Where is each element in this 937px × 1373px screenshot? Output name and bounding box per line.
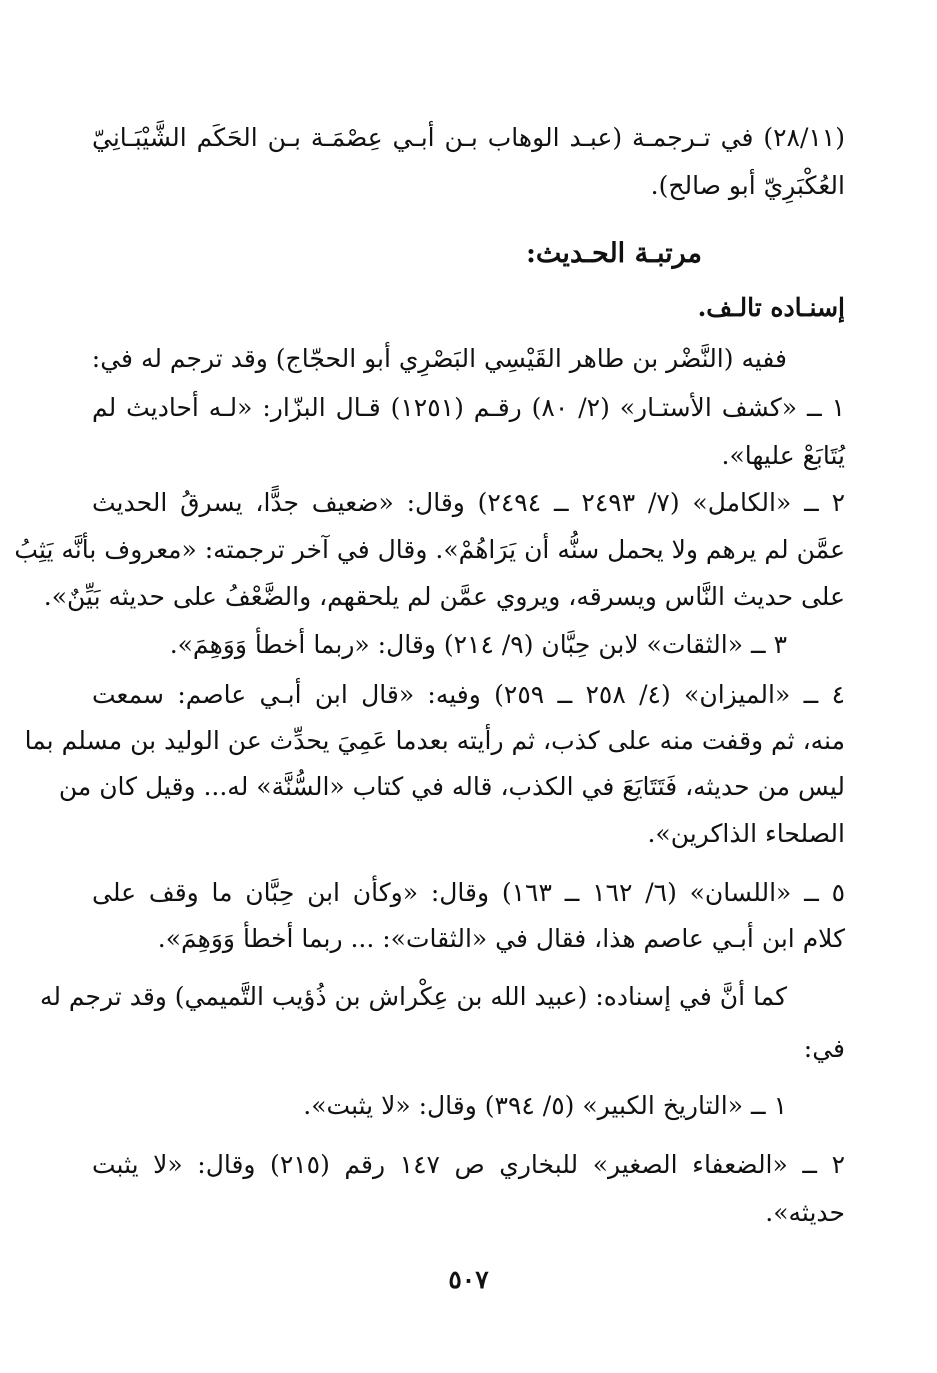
text-line: منه، ثم وقفت منه على كذب، ثم رأيته بعدما عَمِيَ يحدِّث عن الوليد بن مسلم بما <box>24 726 845 755</box>
text-line: العُكْبَرِيّ أبو صالح). <box>650 171 845 200</box>
text-line: ففيه (النَّضْر بن طاهر القَيْسِي البَصْرِي أبو الحجّاج) وقد ترجم له في: <box>91 344 787 373</box>
text-line: ٣ ــ «الثقات» لابن حِبَّان (٩/ ٢١٤) وقال: «ربما أخطأ وَوَهِمَ». <box>169 630 787 659</box>
text-line: ٥ ــ «اللسان» (٦/ ١٦٢ ــ ١٦٣) وقال: «وكأن ابن حِبَّان ما وقف على <box>92 878 846 907</box>
text-line: حديثه». <box>765 1198 845 1227</box>
text-line: ٢ ــ «الكامل» (٧/ ٢٤٩٣ ــ ٢٤٩٤) وقال: «ضعيف جدًّا، يسرقُ الحديث <box>92 488 846 517</box>
text-line: كما أنَّ في إسناده: (عبيد الله بن عِكْراش بن ذُؤيب التَّميمي) وقد ترجم له <box>39 982 787 1011</box>
text-line: ٢ ــ «الضعفاء الصغير» للبخاري ص ١٤٧ رقم (٢١٥) وقال: «لا يثبت <box>92 1150 846 1179</box>
section-heading: مرتبـة الحـديث: <box>525 238 702 269</box>
text-line: عمَّن لم يرهم ولا يحمل سنُّه أن يَرَاهُمْ». وقال في آخر ترجمته: «معروف بأنَّه يَثِبُ <box>14 535 845 564</box>
text-line: ٤ ــ «الميزان» (٤/ ٢٥٨ ــ ٢٥٩) وفيه: «قال ابن أبـي عاصم: سمعت <box>92 680 846 709</box>
page-number: ٥٠٧ <box>448 1265 489 1294</box>
text-line: الصلحاء الذاكرين». <box>647 819 845 848</box>
text-line: (٢٨/١١) في تـرجمـة (عبـد الوهاب بـن أبـي عِصْمَـة بـن الحَكَم الشَّيْبَـانِيّ <box>92 123 845 152</box>
text-line: يُتَابَعْ عليها». <box>721 441 845 470</box>
text-line: ليس من حديثه، فَتَتَايَعَ في الكذب، قاله في كتاب «السُّنَّة» له... وقيل كان من <box>58 772 845 801</box>
text-line: في: <box>803 1034 845 1063</box>
text-line: ١ ــ «كشف الأستـار» (٢/ ٨٠) رقـم (١٢٥١) قـال البزّار: «لـه أحاديث لم <box>92 393 846 422</box>
text-line: ١ ــ «التاريخ الكبير» (٥/ ٣٩٤) وقال: «لا يثبت». <box>303 1091 787 1120</box>
subheading: إسنـاده تالـف. <box>697 293 845 322</box>
text-line: على حديث النَّاس ويسرقه، ويروي عمَّن لم يلحقهم، والضَّعْفُ على حديثه بَيِّنٌ». <box>43 582 845 611</box>
text-line: كلام ابن أبـي عاصم هذا، فقال في «الثقات»: ... ربما أخطأ وَوَهِمَ». <box>157 924 845 953</box>
